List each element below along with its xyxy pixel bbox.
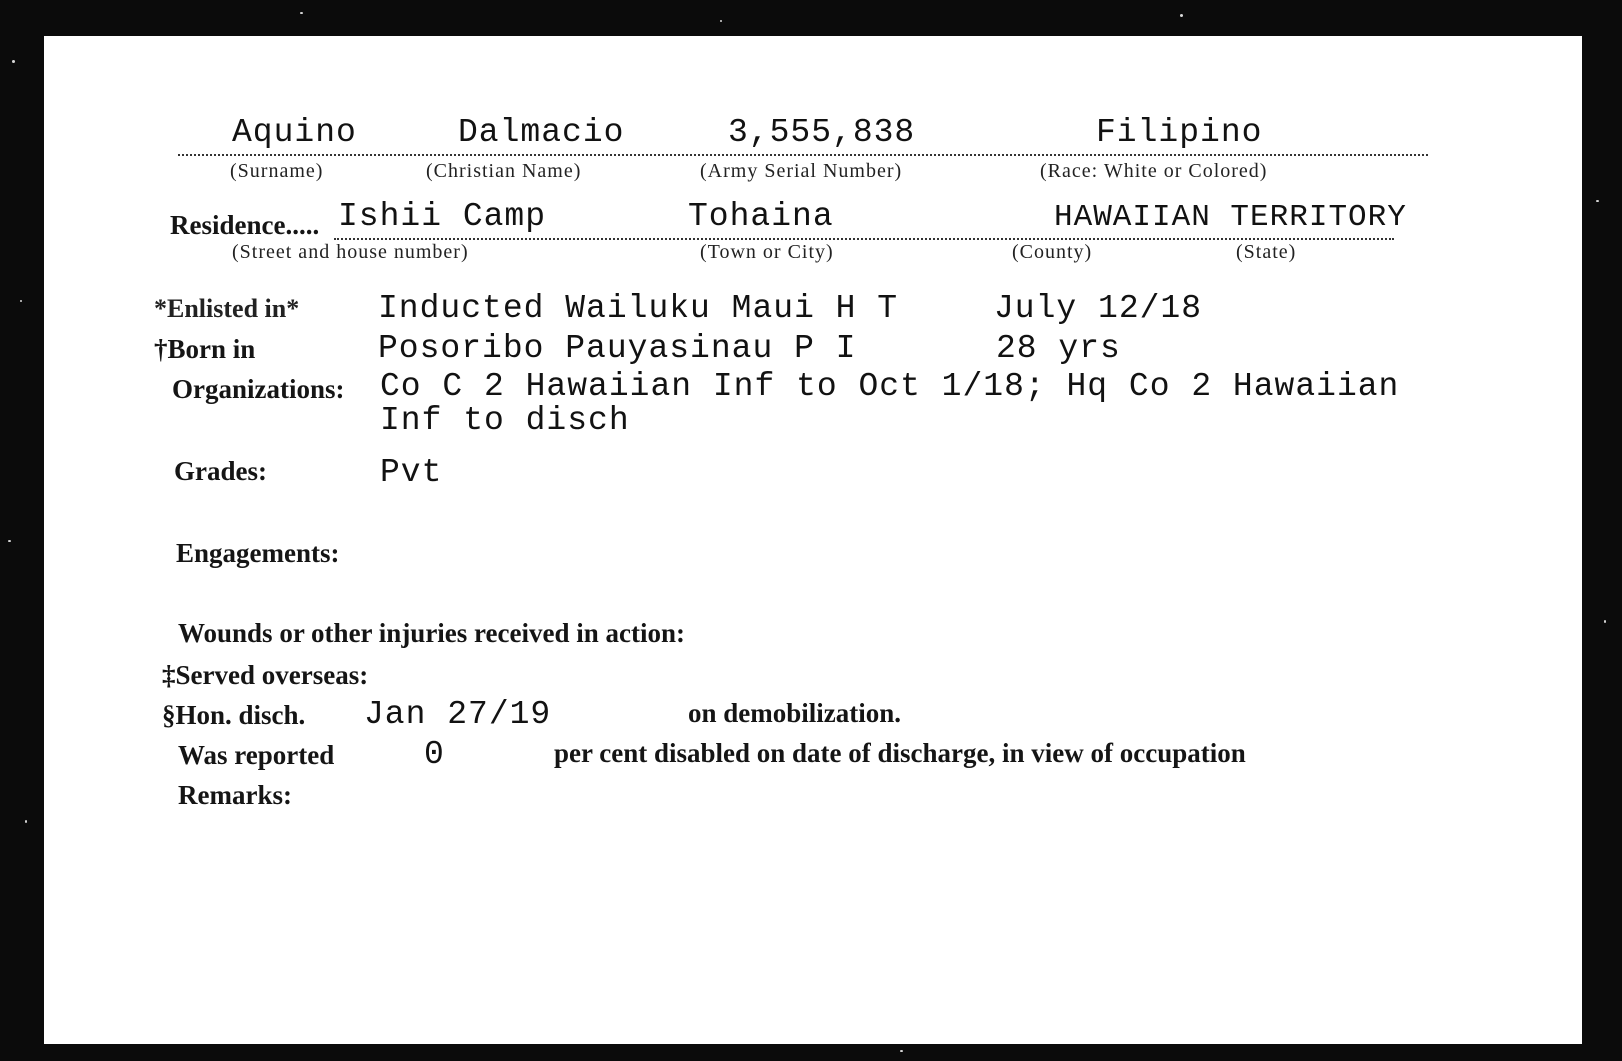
wounds-label: Wounds or other injuries received in action: (178, 618, 686, 648)
organizations-line-2: Inf to disch (380, 402, 630, 439)
born-value: Posoribo Pauyasinau P I (378, 330, 857, 367)
county-caption: (County) (1012, 241, 1093, 263)
scan-speck (900, 1050, 903, 1052)
christian-name-caption: (Christian Name) (426, 160, 582, 182)
discharge-suffix: on demobilization. (688, 698, 902, 728)
discharge-label: §Hon. disch. (162, 700, 306, 730)
scan-speck (1596, 200, 1599, 202)
christian-name-value: Dalmacio (458, 114, 625, 151)
born-age: 28 yrs (996, 330, 1121, 367)
scan-speck (720, 20, 722, 22)
enlisted-label: *Enlisted in* (154, 294, 300, 323)
serial-caption: (Army Serial Number) (700, 160, 903, 182)
residence-street-value: Ishii Camp (338, 198, 547, 235)
residence-territory-value: HAWAIIAN TERRITORY (1054, 200, 1407, 235)
born-label: †Born in (154, 334, 256, 364)
grades-value: Pvt (380, 454, 443, 491)
street-caption: (Street and house number) (232, 241, 469, 263)
scan-speck (1180, 14, 1183, 17)
organizations-line-1: Co C 2 Hawaiian Inf to Oct 1/18; Hq Co 2 Hawaiian (380, 368, 1400, 405)
disability-suffix: per cent disabled on date of discharge, in view of occupation (554, 738, 1246, 768)
race-caption: (Race: White or Colored) (1040, 160, 1268, 182)
served-overseas-label: ‡Served overseas: (162, 660, 369, 690)
scan-speck (12, 60, 15, 63)
state-caption: (State) (1236, 241, 1297, 263)
enlisted-value: Inducted Wailuku Maui H T (378, 290, 899, 327)
scan-speck (8, 540, 11, 542)
scan-speck (300, 12, 303, 14)
scan-speck (20, 300, 22, 302)
organizations-label: Organizations: (172, 374, 345, 404)
name-dotted-line (178, 154, 1428, 156)
scan-speck (1604, 620, 1606, 623)
enlisted-date: July 12/18 (994, 290, 1203, 327)
disability-label: Was reported (178, 740, 335, 770)
residence-dotted-line (334, 238, 1394, 240)
residence-label: Residence..... (170, 210, 320, 240)
surname-value: Aquino (232, 114, 357, 151)
town-caption: (Town or City) (700, 241, 834, 263)
engagements-label: Engagements: (176, 538, 340, 568)
race-value: Filipino (1096, 114, 1263, 151)
serial-number-value: 3,555,838 (728, 114, 916, 151)
surname-caption: (Surname) (230, 160, 324, 182)
grades-label: Grades: (174, 456, 267, 486)
service-record-card (44, 36, 1582, 1044)
remarks-label: Remarks: (178, 780, 292, 810)
disability-percent: 0 (424, 736, 445, 773)
scan-speck (25, 820, 27, 823)
residence-town-value: Tohaina (688, 198, 834, 235)
discharge-date: Jan 27/19 (364, 696, 552, 733)
